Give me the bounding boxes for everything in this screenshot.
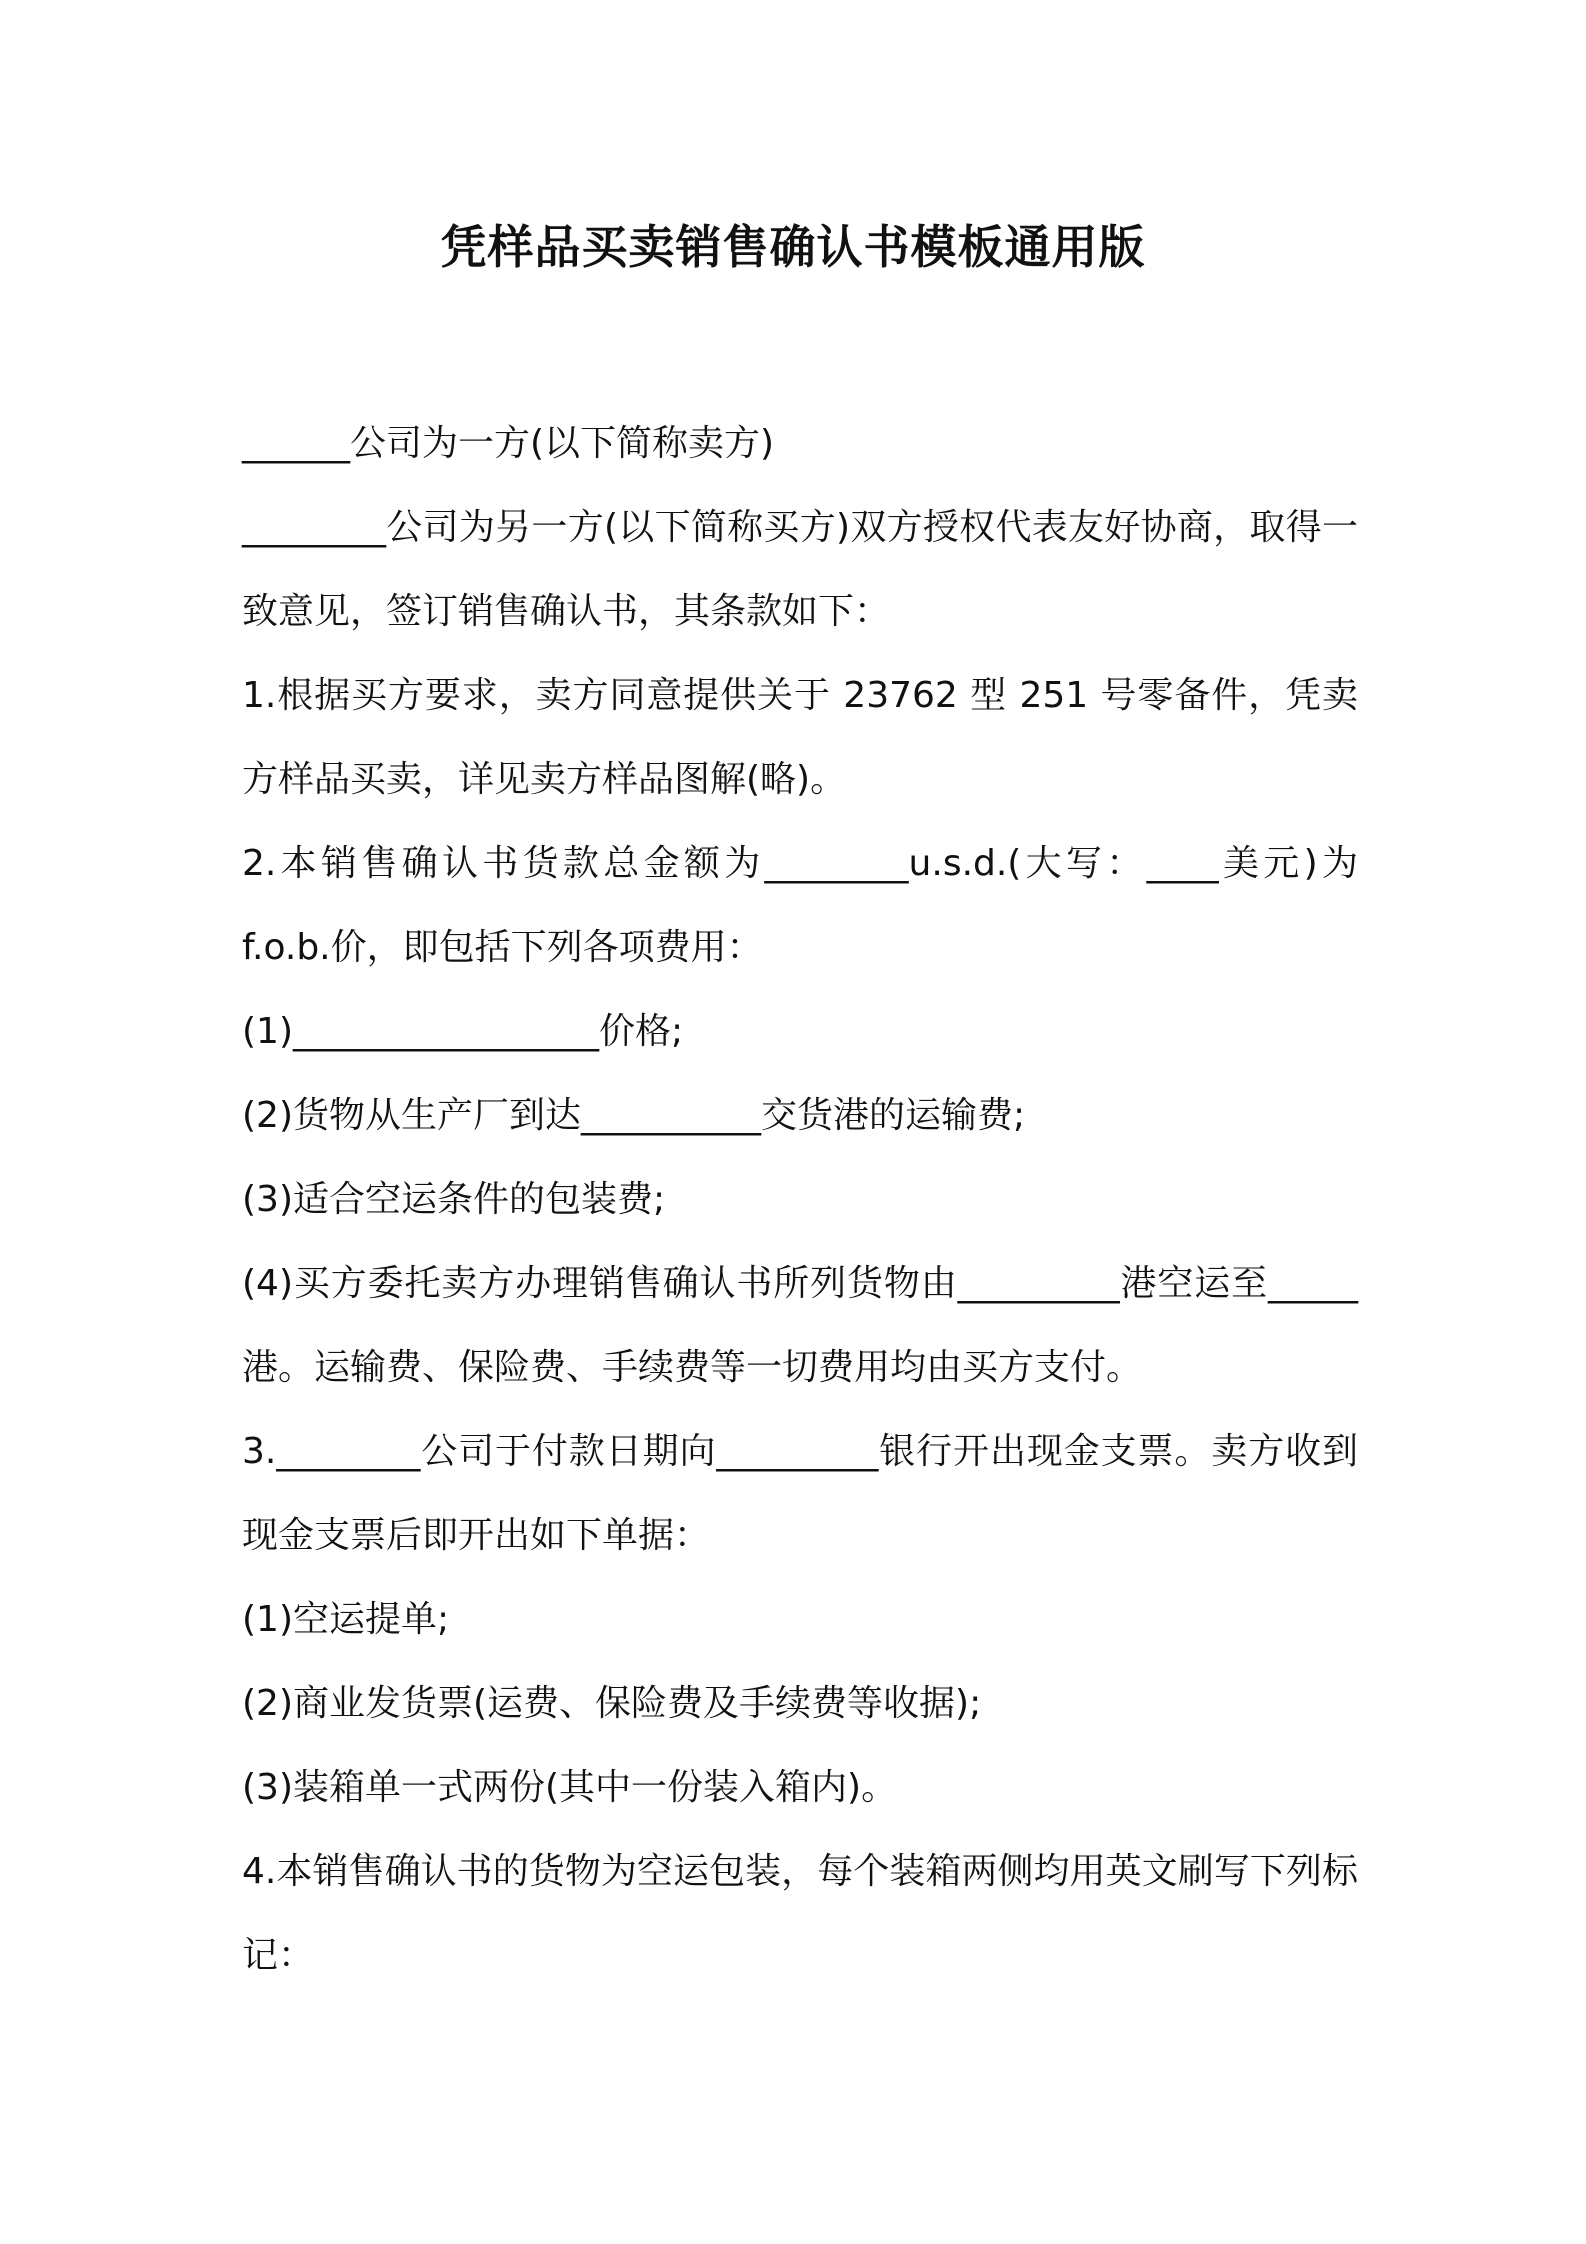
clause-3-item-1: (1)空运提单;: [242, 1599, 450, 1640]
clause-2: 2.本销售确认书货款总金额为________u.s.d.(大写：____美元)为 f.o.b.价，即包括下列各项费用：: [242, 843, 1358, 968]
paragraph-seller: ______公司为一方(以下简称卖方): [242, 423, 775, 464]
clause-3: 3.________公司于付款日期向_________银行开出现金支票。卖方收到现金支票后即开出如下单据：: [242, 1431, 1358, 1556]
document-title: 凭样品买卖销售确认书模板通用版: [440, 220, 1146, 274]
clause-3-item-2: (2)商业发货票(运费、保险费及手续费等收据);: [242, 1683, 982, 1724]
clause-4: 4.本销售确认书的货物为空运包装，每个装箱两侧均用英文刷写下列标记：: [242, 1851, 1358, 1976]
clause-3-item-3: (3)装箱单一式两份(其中一份装入箱内)。: [242, 1767, 898, 1808]
document-body: [242, 402, 1358, 1998]
paragraph-buyer: ________公司为另一方(以下简称买方)双方授权代表友好协商，取得一致意见，签订销售确认书，其条款如下：: [242, 507, 1358, 632]
clause-1: 1.根据买方要求，卖方同意提供关于 23762 型 251 号零备件，凭卖方样品买卖，详见卖方样品图解(略)。: [242, 675, 1358, 800]
clause-2-item-4: (4)买方委托卖方办理销售确认书所列货物由_________港空运至_____港。运输费、保险费、手续费等一切费用均由买方支付。: [242, 1263, 1358, 1388]
clause-2-item-3: (3)适合空运条件的包装费;: [242, 1179, 666, 1220]
clause-2-item-2: (2)货物从生产厂到达__________交货港的运输费;: [242, 1095, 1026, 1136]
clause-2-item-1: (1)_________________价格;: [242, 1011, 684, 1052]
